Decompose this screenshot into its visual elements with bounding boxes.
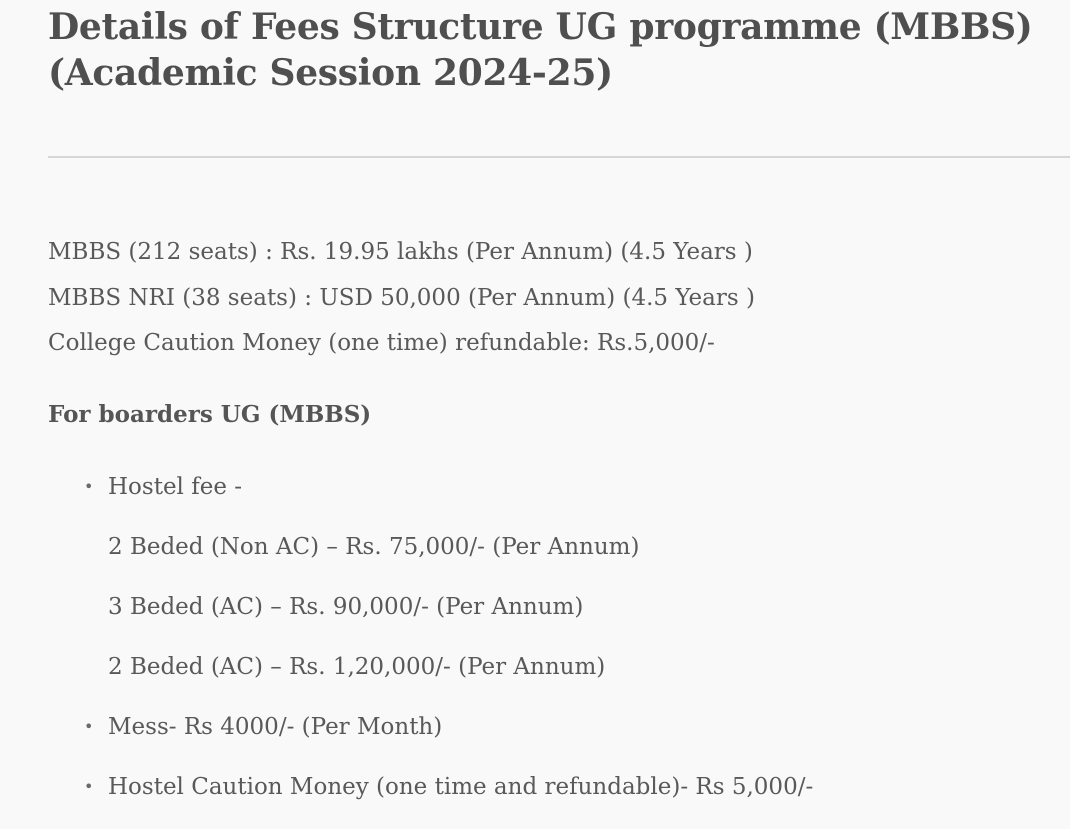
list-item-hostel-fee <box>48 467 813 687</box>
boarders-list <box>48 467 813 827</box>
fee-summary <box>48 230 755 367</box>
bullet-icon: • <box>84 477 94 496</box>
page-title <box>48 0 1070 96</box>
hostel-caution-text: Hostel Caution Money (one time and refundable)- Rs 5,000/- <box>108 774 814 800</box>
fee-line-mbbs-nri: MBBS NRI (38 seats) : USD 50,000 (Per Annum) (4.5 Years ) <box>48 284 755 311</box>
fee-line-mbbs: MBBS (212 seats) : Rs. 19.95 lakhs (Per Annum) (4.5 Years ) <box>48 239 753 265</box>
list-item-mess <box>48 707 813 747</box>
boarders-heading: For boarders UG (MBBS) <box>48 401 372 428</box>
title-divider <box>48 156 1070 158</box>
page-title-line-2: (Academic Session 2024-25) <box>48 52 613 94</box>
hostel-option-3-beded-ac: 3 Beded (AC) – Rs. 90,000/- (Per Annum) <box>108 594 584 620</box>
hostel-option-2-beded-non-ac: 2 Beded (Non AC) – Rs. 75,000/- (Per Annum) <box>108 534 640 560</box>
fee-line-college-caution: College Caution Money (one time) refundable: Rs.5,000/- <box>48 330 715 356</box>
list-item-hostel-caution <box>48 767 813 807</box>
hostel-fee-label: Hostel fee - <box>108 474 243 500</box>
content-area <box>48 0 1070 800</box>
bullet-icon: • <box>84 777 94 796</box>
page-title-line-1: Details of Fees Structure UG programme (MBBS) <box>48 6 1033 48</box>
hostel-option-2-beded-ac: 2 Beded (AC) – Rs. 1,20,000/- (Per Annum) <box>108 654 606 680</box>
bullet-icon: • <box>84 717 94 736</box>
mess-fee-text: Mess- Rs 4000/- (Per Month) <box>108 714 443 740</box>
